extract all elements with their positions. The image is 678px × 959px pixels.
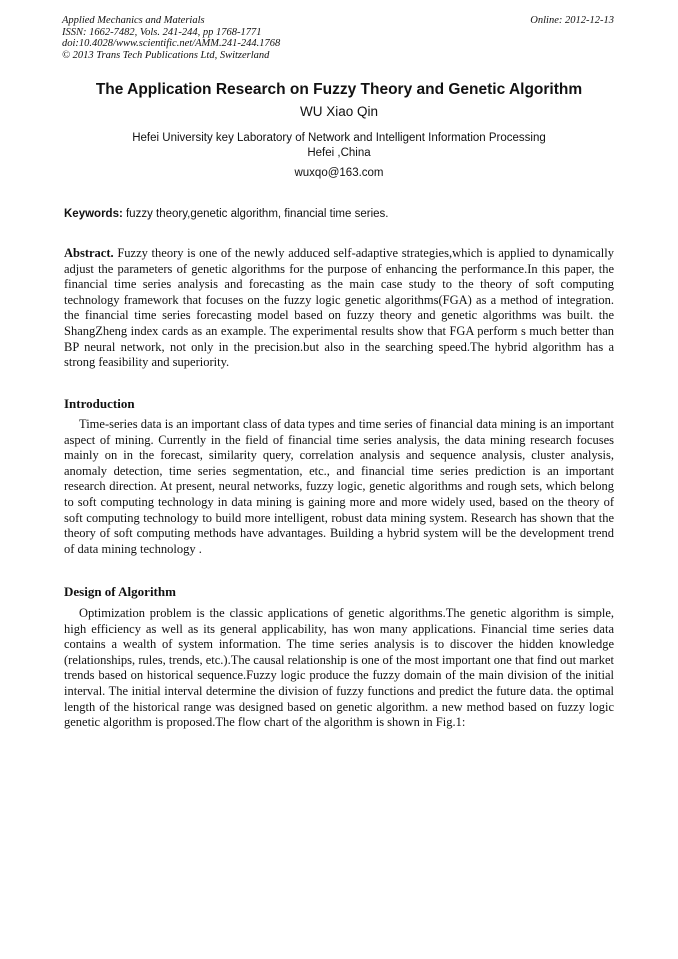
introduction-heading: Introduction — [64, 396, 135, 411]
paper-author: WU Xiao Qin — [299, 104, 379, 119]
keywords-text: fuzzy theory,genetic algorithm, financial time series. — [122, 208, 389, 220]
design-heading: Design of Algorithm — [64, 584, 176, 599]
abstract-text: Fuzzy theory is one of the newly adduced self-adaptive strategies,which is applied to dynamically adjust the parameters of genetic algorithms for the purpose of enhancing the performance.In this paper, the financial time series analysis and forecasting as the main case study to the theory of soft computing technology framework that focuses on the fuzzy logic genetic algorithms(FGA) as a method of integration. the financial time series forecasting model based on fuzzy theory and genetic algorithms was built. the ShangZheng index cards as an example. The experimental results show that FGA perform s much better than BP neural network, not only in the precision.but also in the searching speed.The hybrid algorithm has a strong feasibility and superiority. — [64, 246, 614, 370]
journal-header — [62, 15, 482, 61]
paper-title: The Application Research on Fuzzy Theory and Genetic Algorithm — [95, 81, 583, 98]
keywords-label: Keywords: — [64, 208, 123, 220]
design-text: Optimization problem is the classic applications of genetic algorithms.The genetic algorithm is simple, high efficiency as well as its general applicability, has won many applications. Financial time series data contains a wealth of system information. The time series analysis is to discover the hidden knowledge (relationships, rules, trends, etc.).The causal relationship is one of the most important one that find out market trends based on historical sequence.Fuzzy logic produce the fuzzy domain of the main division of the initial interval. The initial interval determine the division of fuzzy functions and predict the future data. the optimal length of the historical range was designed based on genetic algorithm. a new method based on fuzzy logic genetic algorithm is proposed.The flow chart of the algorithm is shown in Fig.1: — [64, 606, 614, 730]
keywords — [64, 208, 614, 220]
affiliation-line-2: Hefei ,China — [307, 147, 371, 159]
author-email: wuxqo@163.com — [294, 167, 384, 179]
copyright-line: © 2013 Trans Tech Publications Ltd, Switzerland — [62, 49, 270, 61]
abstract-label: Abstract. — [64, 246, 114, 260]
affiliation-line-1: Hefei University key Laboratory of Network and Intelligent Information Processing — [132, 132, 546, 144]
doi-line: doi:10.4028/www.scientific.net/AMM.241-244.1768 — [62, 38, 281, 49]
journal-name: Applied Mechanics and Materials — [62, 15, 205, 26]
abstract — [64, 246, 614, 371]
introduction-text: Time-series data is an important class of data types and time series of financial data mining is an important aspect of mining. Currently in the field of financial time series analysis, the data mining research focuses mainly on in the forecast, similarity query, correlation analysis and sequence analysis, cluster analysis, anomaly detection, time series segmentation, etc., and financial time series prediction is an important research direction. At present, neural networks, fuzzy logic, genetic algorithms and rough sets, which belong to soft computing technology in data mining is gaining more and more widely used, based on the theory of soft computing technology to build more intelligent, robust data mining system. Research has shown that the theory of soft computing methods have advantages. Building a hybrid system will be the development trend of data mining technology . — [64, 417, 614, 556]
issn-line: ISSN: 1662-7482, Vols. 241-244, pp 1768-1771 — [62, 26, 262, 38]
online-date: Online: 2012-12-13 — [530, 15, 614, 26]
paper-affiliation — [40, 131, 638, 161]
